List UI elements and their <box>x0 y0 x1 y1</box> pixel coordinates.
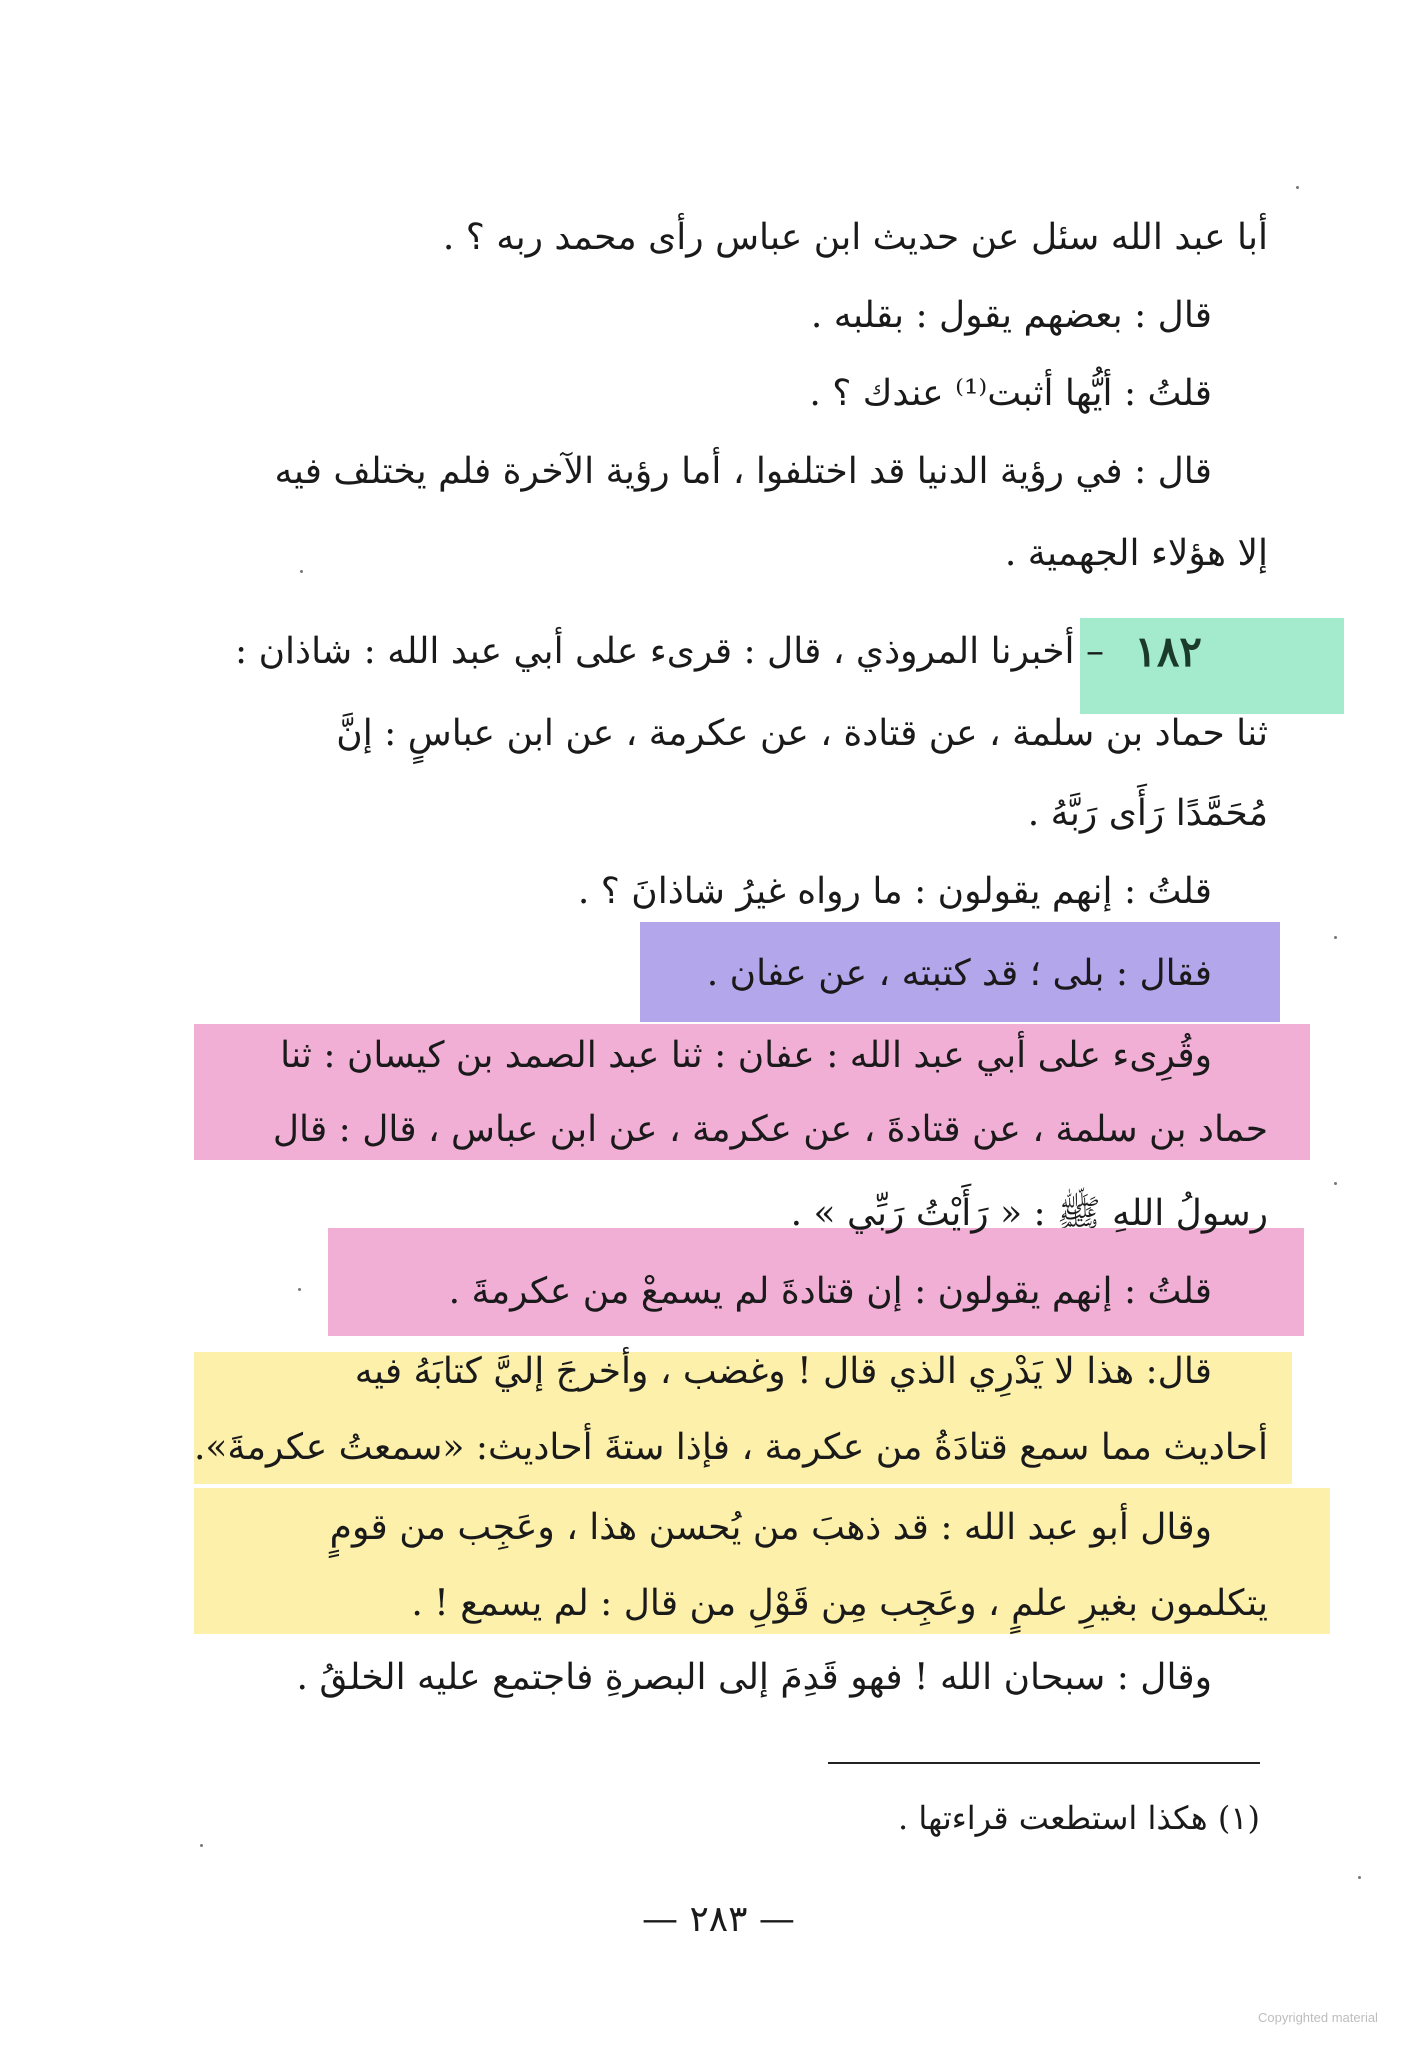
scan-speck <box>1296 186 1299 189</box>
text-line-19: وقال : سبحان الله ! فهو قَدِمَ إلى البصرةِ فاجتمع عليه الخلقُ . <box>296 1657 1212 1698</box>
hadith-number: ١٨٢ <box>1134 627 1202 676</box>
text-line-1: أبا عبد الله سئل عن حديث ابن عباس رأى محمد ربه ؟ . <box>442 217 1268 258</box>
text-line-14: قلتُ : إنهم يقولون : إن قتادةَ لم يسمعْ من عكرمةَ . <box>448 1271 1212 1312</box>
scan-speck <box>200 1844 203 1847</box>
text-line-12: حماد بن سلمة ، عن قتادةَ ، عن عكرمة ، عن ابن عباس ، قال : قال <box>272 1109 1268 1150</box>
scan-speck <box>300 570 303 573</box>
text-line-16: أحاديث مما سمع قتادَةُ من عكرمة ، فإذا ستةَ أحاديث: «سمعتُ عكرمةَ». <box>193 1427 1268 1468</box>
text-line-7: ثنا حماد بن سلمة ، عن قتادة ، عن عكرمة ، عن ابن عباسٍ : إنَّ <box>336 713 1268 754</box>
text-line-15: قال: هذا لا يَدْرِي الذي قال ! وغضب ، وأخرجَ إليَّ كتابَهُ فيه <box>354 1351 1212 1392</box>
text-line-13: رسولُ اللهِ ﷺ : « رَأَيْتُ رَبِّي » . <box>790 1193 1268 1234</box>
text-line-10: فقال : بلى ؛ قد كتبته ، عن عفان . <box>706 953 1212 994</box>
text-line-3: قلتُ : أيُّها أثبت⁽¹⁾ عندك ؟ . <box>809 373 1212 414</box>
watermark: Copyrighted material <box>1258 2010 1378 2025</box>
text-line-5: إلا هؤلاء الجهمية . <box>1004 533 1268 574</box>
text-line-4: قال : في رؤية الدنيا قد اختلفوا ، أما رؤية الآخرة فلم يختلف فيه <box>274 451 1212 492</box>
scan-speck <box>1334 936 1337 939</box>
scan-speck <box>1358 1876 1361 1879</box>
highlight-green <box>1080 618 1344 714</box>
text-line-9: قلتُ : إنهم يقولون : ما رواه غيرُ شاذانَ ؟ . <box>577 871 1212 912</box>
page-number: — ٢٨٣ — <box>642 1899 795 1940</box>
text-line-2: قال : بعضهم يقول : بقلبه . <box>810 295 1212 336</box>
scan-speck <box>1334 1182 1337 1185</box>
footnote-rule <box>828 1762 1260 1764</box>
footnote: (١) هكذا استطعت قراءتها . <box>897 1799 1260 1837</box>
text-line-17: وقال أبو عبد الله : قد ذهبَ من يُحسن هذا ، وعَجِب من قومٍ <box>329 1507 1212 1548</box>
text-line-18: يتكلمون بغيرِ علمٍ ، وعَجِب مِن قَوْلِ من قال : لم يسمع ! . <box>411 1583 1268 1624</box>
text-line-11: وقُرِىء على أبي عبد الله : عفان : ثنا عبد الصمد بن كيسان : ثنا <box>280 1035 1212 1076</box>
text-line-6: – أخبرنا المروذي ، قال : قرىء على أبي عبد الله : شاذان : <box>235 631 1104 672</box>
text-line-8: مُحَمَّدًا رَأَى رَبَّهُ . <box>1027 793 1268 834</box>
scan-speck <box>298 1288 301 1291</box>
